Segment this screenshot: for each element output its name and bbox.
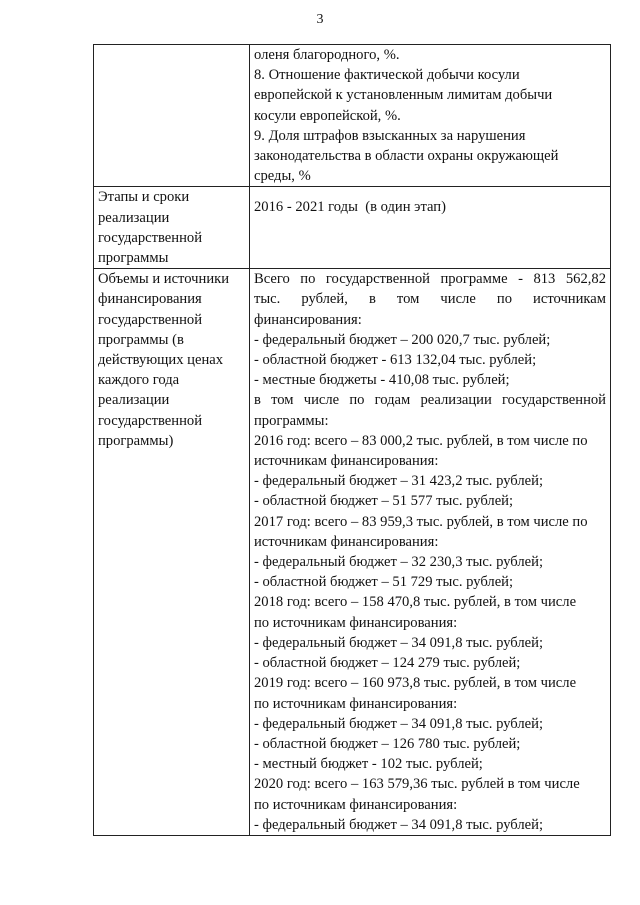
stages-row <box>94 187 611 269</box>
funding-line: источникам финансирования: <box>254 453 439 470</box>
funding-line: - федеральный бюджет – 200 020,7 тыс. рублей; <box>254 331 551 348</box>
page-number: 3 <box>316 12 324 27</box>
funding-line: тыс. рублей, в том числе по источникам <box>254 291 606 308</box>
funding-line: - федеральный бюджет – 32 230,3 тыс. рублей; <box>254 554 543 571</box>
funding-row <box>94 269 611 836</box>
indicator-line: европейской к установленным лимитам добычи <box>254 87 553 104</box>
funding-line: - федеральный бюджет – 34 091,8 тыс. рублей; <box>254 634 543 651</box>
funding-line: - федеральный бюджет – 34 091,8 тыс. рублей; <box>254 816 543 833</box>
stages-label-line: реализации <box>98 209 170 226</box>
funding-lines <box>254 269 606 835</box>
funding-line: Всего по государственной программе - 813 562,82 <box>254 271 606 288</box>
indicator-line: 9. Доля штрафов взысканных за нарушения <box>254 127 526 144</box>
funding-label-line: программы (в <box>98 331 184 348</box>
funding-line: источникам финансирования: <box>254 533 439 550</box>
funding-line: по источникам финансирования: <box>254 614 458 631</box>
funding-label-line: Объемы и источники <box>98 271 230 288</box>
funding-line: финансирования: <box>254 311 362 328</box>
funding-line: - федеральный бюджет – 31 423,2 тыс. рублей; <box>254 473 543 490</box>
indicators-label-cell <box>94 45 250 187</box>
funding-line: - местные бюджеты - 410,08 тыс. рублей; <box>254 372 510 389</box>
stages-value-cell <box>250 187 611 269</box>
funding-label-line: реализации <box>98 392 170 409</box>
indicator-line: среды, % <box>254 168 311 185</box>
funding-line: 2017 год: всего – 83 959,3 тыс. рублей, в том числе по <box>254 513 588 530</box>
funding-line: - областной бюджет - 613 132,04 тыс. рублей; <box>254 352 537 369</box>
stages-label-line: Этапы и сроки <box>98 189 190 206</box>
funding-label-line: действующих ценах <box>98 352 224 369</box>
indicator-line: оленя благородного, %. <box>254 47 400 63</box>
indicator-line: законодательства в области охраны окружающей <box>254 148 559 165</box>
funding-line: по источникам финансирования: <box>254 695 458 712</box>
funding-label-line: программы) <box>98 432 174 449</box>
funding-label-line: государственной <box>98 311 203 328</box>
funding-label-cell <box>94 269 250 836</box>
stages-label-line: государственной <box>98 229 203 246</box>
funding-line: программы: <box>254 412 329 429</box>
funding-line: - федеральный бюджет – 34 091,8 тыс. рублей; <box>254 715 543 732</box>
indicator-line: косули европейской, %. <box>254 107 401 124</box>
funding-line: - областной бюджет – 51 729 тыс. рублей; <box>254 574 514 591</box>
indicators-lines <box>254 45 606 186</box>
stages-label-lines <box>98 187 245 268</box>
funding-label-line: государственной <box>98 412 203 429</box>
funding-line: по источникам финансирования: <box>254 796 458 813</box>
funding-value-cell <box>250 269 611 836</box>
stages-label-cell <box>94 187 250 269</box>
funding-line: 2020 год: всего – 163 579,36 тыс. рублей в том числе <box>254 776 580 793</box>
stages-value: 2016 - 2021 годы (в один этап) <box>254 199 446 216</box>
funding-line: - областной бюджет – 126 780 тыс. рублей; <box>254 735 521 752</box>
funding-line: - областной бюджет – 124 279 тыс. рублей; <box>254 655 521 672</box>
indicators-row <box>94 45 611 187</box>
funding-label-lines <box>98 269 245 451</box>
indicator-line: 8. Отношение фактической добычи косули <box>254 67 520 84</box>
funding-label-line: финансирования <box>98 291 202 308</box>
funding-line: - местный бюджет - 102 тыс. рублей; <box>254 756 483 773</box>
funding-line: в том числе по годам реализации государственной <box>254 392 606 409</box>
funding-label-line: каждого года <box>98 372 180 389</box>
funding-line: 2018 год: всего – 158 470,8 тыс. рублей, в том числе <box>254 594 577 611</box>
indicators-value-cell <box>250 45 611 187</box>
funding-line: 2019 год: всего – 160 973,8 тыс. рублей, в том числе <box>254 675 577 692</box>
passport-table <box>93 44 611 836</box>
stages-label-line: программы <box>98 250 169 267</box>
funding-line: - областной бюджет – 51 577 тыс. рублей; <box>254 493 514 510</box>
funding-line: 2016 год: всего – 83 000,2 тыс. рублей, в том числе по <box>254 432 588 449</box>
